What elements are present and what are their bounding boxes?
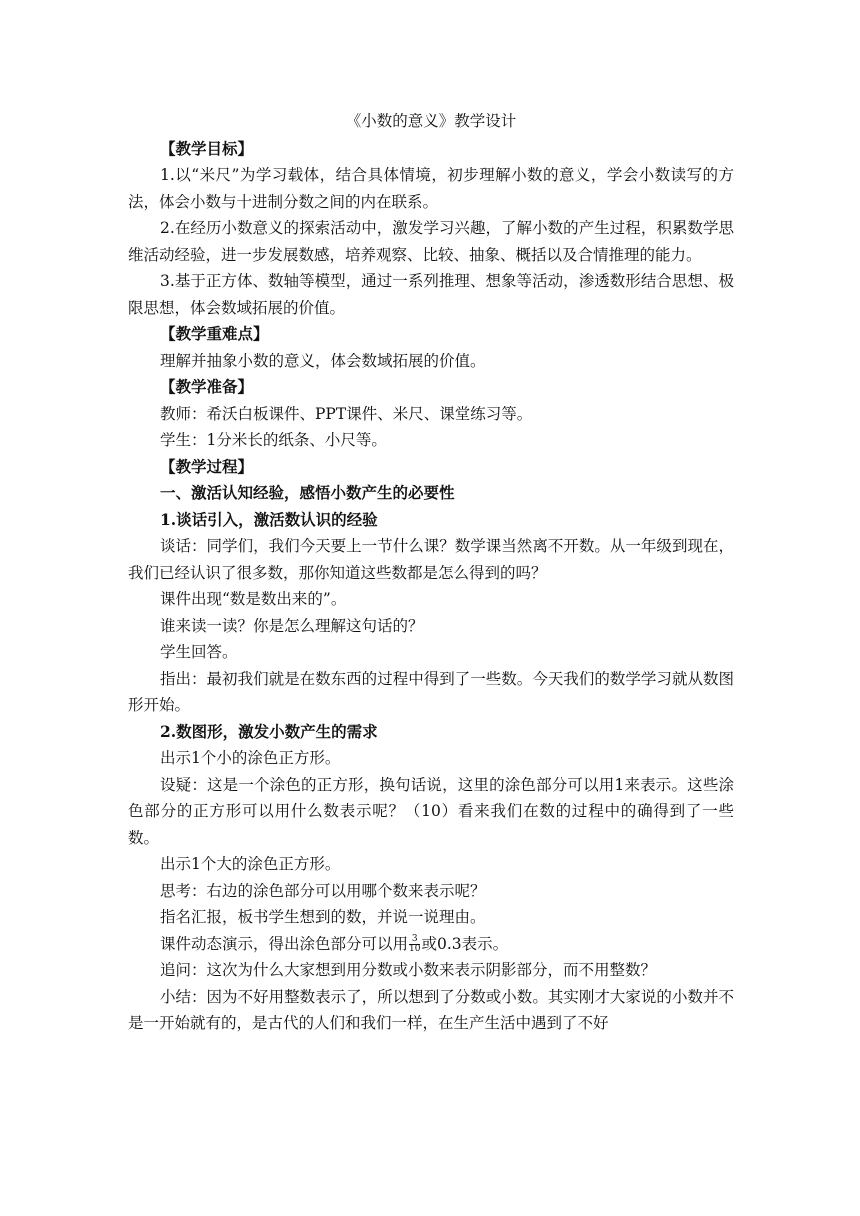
paragraph-step2-1: 出示1个小的涂色正方形。 <box>160 749 341 767</box>
paragraph-step2-2: 设疑：这是一个涂色的正方形，换句话说，这里的涂色部分可以用1来表示。这些涂色部分的正方形可以用什么数表示呢？（10）看来我们在数的过程中的确得到了一些数。 <box>128 775 734 847</box>
paragraph-step1-1: 谈话：同学们，我们今天要上一节什么课？数学课当然离不开数。从一年级到现在，我们已经认识了很多数，那你知道这些数都是怎么得到的吗？ <box>128 537 734 582</box>
document-title: 《小数的意义》教学设计 <box>345 112 517 130</box>
section-heading-goals: 【教学目标】 <box>160 138 254 158</box>
paragraph-step1-3: 谁来读一读？你是怎么理解这句话的？ <box>160 616 424 635</box>
fraction-denominator: 10 <box>409 944 421 954</box>
paragraph-step2-4: 思考：右边的涂色部分可以用哪个数来表示呢？ <box>160 881 486 900</box>
paragraph-goal-2: 2.在经历小数意义的探索活动中，激发学习兴趣，了解小数的产生过程，积累数学思维活动经验，进一步发展数感，培养观察、比较、抽象、概括以及合情推理的能力。 <box>128 219 734 264</box>
step-1-heading: 1.谈话引入，激活数认识的经验 <box>160 509 378 529</box>
part-1-heading: 一、激活认知经验，感悟小数产生的必要性 <box>160 483 455 502</box>
paragraph-step1-4: 学生回答。 <box>160 643 238 661</box>
paragraph-step2-5: 指名汇报，板书学生想到的数，并说一说理由。 <box>160 908 486 926</box>
text-before-fraction: 课件动态演示，得出涂色部分可以用 <box>160 934 409 953</box>
paragraph-step1-2: 课件出现“数是数出来的”。 <box>160 590 347 608</box>
paragraph-goal-3: 3.基于正方体、数轴等模型，通过一系列推理、想象等活动，渗透数形结合思想、极限思想，体会数域拓展的价值。 <box>128 272 734 317</box>
step-2-heading: 2.数图形，激发小数产生的需求 <box>160 721 378 741</box>
paragraph-prep-student: 学生：1分米长的纸条、小尺等。 <box>160 431 387 449</box>
fraction-numerator: 3 <box>409 935 420 945</box>
paragraph-prep-teacher: 教师：希沃白板课件、PPT课件、米尺、课堂练习等。 <box>160 404 533 423</box>
fraction-three-tenths <box>409 935 420 954</box>
paragraph-step2-3: 出示1个大的涂色正方形。 <box>160 855 341 873</box>
paragraph-step2-6 <box>128 931 734 958</box>
text-after-fraction: 或0.3表示。 <box>421 934 509 953</box>
paragraph-step2-8: 小结：因为不好用整数表示了，所以想到了分数或小数。其实刚才大家说的小数并不是一开始就有的，是古代的人们和我们一样，在生产生活中遇到了不好 <box>128 987 734 1032</box>
section-heading-preparation: 【教学准备】 <box>160 377 254 396</box>
paragraph-step2-7: 追问：这次为什么大家想到用分数或小数来表示阴影部分，而不用整数？ <box>160 961 657 979</box>
paragraph-goal-1: 1.以“米尺”为学习载体，结合具体情境，初步理解小数的意义，学会小数读写的方法，体会小数与十进制分数之间的内在联系。 <box>128 166 734 211</box>
paragraph-key-points: 理解并抽象小数的意义，体会数域拓展的价值。 <box>160 351 486 370</box>
paragraph-step1-5: 指出：最初我们就是在数东西的过程中得到了一些数。今天我们的数学学习就从数图形开始。 <box>128 669 734 714</box>
document-body <box>128 108 734 1037</box>
section-heading-process: 【教学过程】 <box>160 456 254 476</box>
section-heading-key-points: 【教学重难点】 <box>160 324 269 343</box>
